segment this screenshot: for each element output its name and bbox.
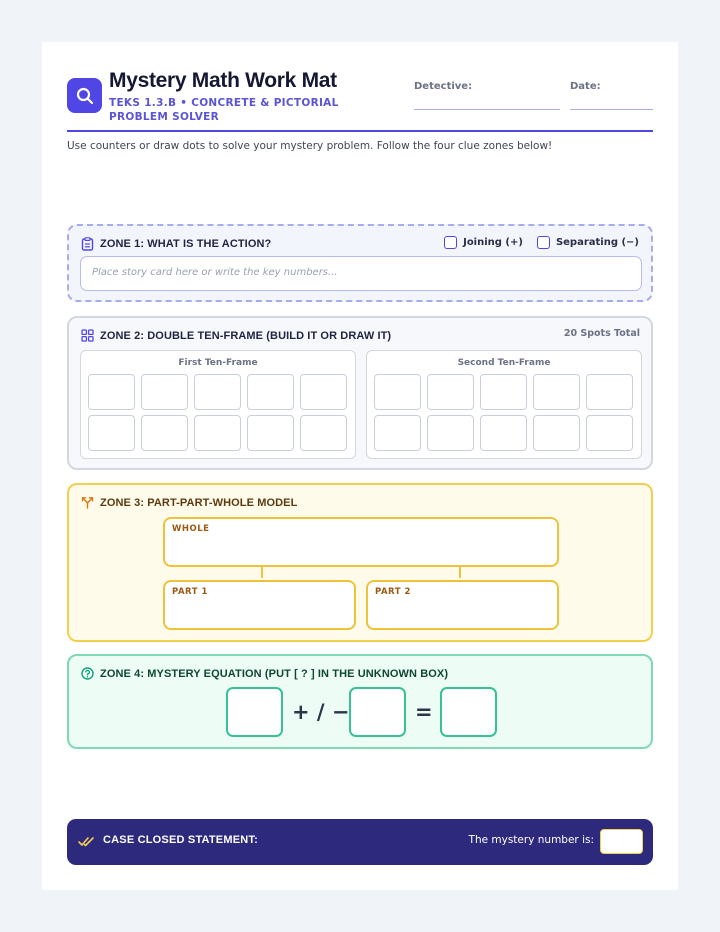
detective-label: Detective: [414, 81, 473, 92]
ten-frame-cell[interactable] [586, 415, 633, 451]
whole-box[interactable] [163, 517, 559, 567]
zone-1-action [67, 224, 653, 302]
ten-frame-cell[interactable] [247, 415, 294, 451]
ten-frame-cell[interactable] [194, 374, 241, 410]
ten-frame-cell[interactable] [427, 374, 474, 410]
zone-2-ten-frames [67, 316, 653, 470]
case-closed-label: CASE CLOSED STATEMENT: [103, 834, 258, 846]
ten-frame-cell[interactable] [480, 415, 527, 451]
logo [67, 78, 102, 113]
case-closed-bar [67, 819, 653, 865]
frame-label: First Ten-Frame [178, 358, 258, 368]
zone-4-mystery-equation [67, 654, 653, 749]
ten-frame-cell[interactable] [586, 374, 633, 410]
mystery-number-prompt: The mystery number is: [468, 834, 594, 846]
work-mat-sheet [42, 42, 678, 890]
date-field[interactable] [570, 109, 653, 110]
checkbox-box[interactable] [537, 236, 550, 249]
ten-frame-cell[interactable] [427, 415, 474, 451]
zone-3-title: ZONE 3: PART-PART-WHOLE MODEL [100, 496, 298, 509]
equation-box-2[interactable] [349, 687, 406, 737]
mystery-number-input[interactable] [600, 829, 643, 854]
separating-checkbox[interactable] [537, 236, 639, 249]
zone-2-title: ZONE 2: DOUBLE TEN-FRAME (BUILD IT OR DRAW IT) [100, 329, 392, 342]
separating-label: Separating (−) [555, 237, 639, 248]
ten-frame-cell[interactable] [533, 415, 580, 451]
split-arrow-icon [81, 496, 94, 509]
part-2-label: PART 2 [375, 587, 411, 597]
operator-sign: + / − [292, 700, 350, 724]
spots-total: 20 Spots Total [563, 328, 640, 339]
zone-1-title: ZONE 1: WHAT IS THE ACTION? [100, 238, 272, 250]
ten-frame-cell[interactable] [374, 374, 421, 410]
page-title: Mystery Math Work Mat [109, 69, 337, 92]
zone-3-part-part-whole [67, 483, 653, 642]
search-icon [75, 86, 95, 106]
ten-frame-cell[interactable] [480, 374, 527, 410]
second-ten-frame [366, 350, 642, 459]
ten-frame-cell[interactable] [247, 374, 294, 410]
detective-field[interactable] [414, 109, 560, 110]
ten-frame-cell[interactable] [88, 415, 135, 451]
clipboard-icon [81, 237, 94, 251]
header-divider [67, 130, 653, 132]
connector-line [261, 567, 263, 578]
zone-4-title: ZONE 4: MYSTERY EQUATION (PUT [ ? ] IN THE UNKNOWN BOX) [100, 667, 449, 680]
ten-frame-cell[interactable] [533, 374, 580, 410]
joining-label: Joining (+) [463, 237, 523, 248]
connector-line [459, 567, 461, 578]
ten-frame-cell[interactable] [88, 374, 135, 410]
date-label: Date: [570, 81, 601, 92]
whole-label: WHOLE [172, 524, 210, 534]
story-card-input[interactable]: Place story card here or write the key numbers... [80, 256, 642, 291]
joining-checkbox[interactable] [444, 236, 523, 249]
ten-frame-cell[interactable] [300, 374, 347, 410]
ten-frame-cell[interactable] [300, 415, 347, 451]
part-1-box[interactable] [163, 580, 356, 630]
question-circle-icon [81, 667, 94, 680]
ten-frame-cell[interactable] [194, 415, 241, 451]
page-subtitle: TEKS 1.3.B • CONCRETE & PICTORIAL PROBLEM SOLVER [109, 97, 339, 123]
part-2-box[interactable] [366, 580, 559, 630]
ten-frame-cell[interactable] [374, 415, 421, 451]
equation-box-1[interactable] [226, 687, 283, 737]
checkbox-box[interactable] [444, 236, 457, 249]
ten-frame-cell[interactable] [141, 374, 188, 410]
frame-label: Second Ten-Frame [457, 358, 551, 368]
first-ten-frame [80, 350, 356, 459]
grid-icon [81, 329, 94, 342]
equation-result-box[interactable] [440, 687, 497, 737]
double-check-icon [78, 835, 95, 848]
equals-sign: = [415, 700, 433, 724]
part-1-label: PART 1 [172, 587, 208, 597]
ten-frame-cell[interactable] [141, 415, 188, 451]
intro-text: Use counters or draw dots to solve your mystery problem. Follow the four clue zones below! [67, 140, 553, 152]
